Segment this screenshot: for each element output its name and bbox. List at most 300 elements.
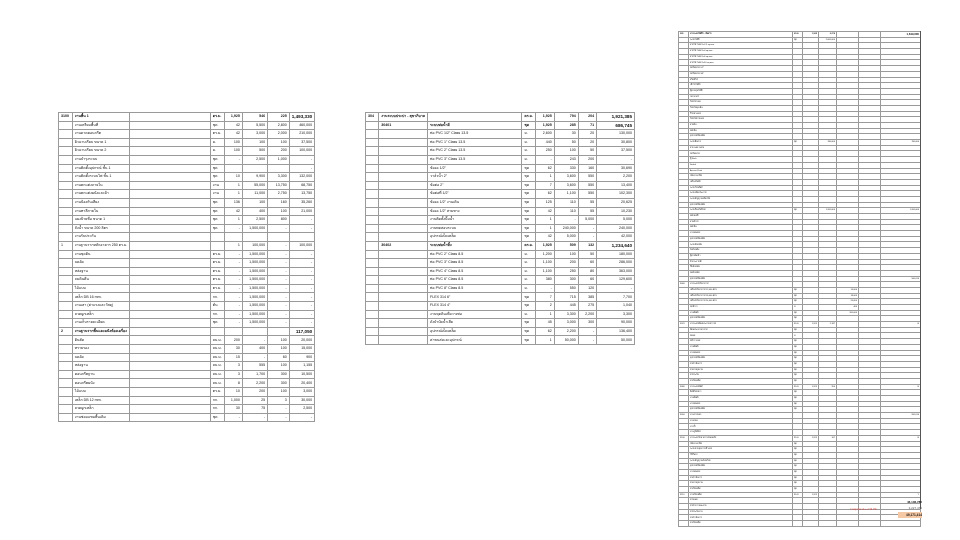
sheet3-cell[interactable]: 1,649,600 — [881, 32, 921, 38]
sheet3-cell[interactable]: ท่อร้อยสาย — [689, 151, 793, 157]
sheet2-cell[interactable]: 1,925 — [536, 121, 554, 130]
sheet2-cell[interactable] — [366, 319, 379, 328]
sheet1-cell[interactable]: 1,500,000 — [242, 293, 267, 302]
sheet3-cell[interactable]: ชุด — [793, 299, 803, 305]
sheet1-cell[interactable]: - — [268, 259, 290, 268]
sheet3-cell[interactable]: ตู้สายฉีดน้ำ — [689, 253, 793, 259]
sheet1-cell[interactable] — [130, 181, 210, 190]
sheet2-cell[interactable]: ม. — [522, 147, 536, 156]
sheet1-cell[interactable] — [130, 284, 210, 293]
sheet1-cell[interactable]: ลบ.ม. — [210, 362, 224, 371]
sheet1-cell[interactable]: 1,493,330 — [289, 113, 314, 122]
sheet2-cell[interactable]: 7,700 — [597, 293, 635, 302]
sheet3-cell[interactable]: ชุด — [793, 452, 803, 458]
sheet1-cell[interactable] — [130, 138, 210, 147]
sheet1-cell[interactable] — [268, 233, 290, 242]
sheet1-cell[interactable] — [59, 267, 73, 276]
sheet3-cell[interactable]: งานระบบปรับอากาศ — [689, 282, 793, 288]
sheet3-cell[interactable]: ชุด — [793, 373, 803, 379]
sheet1-cell[interactable]: 2 — [59, 327, 73, 336]
sheet1-cell[interactable]: งาน — [210, 190, 224, 199]
sheet2-cell[interactable] — [366, 302, 379, 311]
sheet2-cell[interactable]: งานขุดดินเพื่อวางท่อ — [428, 310, 522, 319]
sheet2-cell[interactable] — [379, 250, 428, 259]
sheet1-cell[interactable]: ไม้แบบ — [72, 388, 130, 397]
sheet2-cell[interactable]: ชุด — [522, 224, 536, 233]
sheet1-cell[interactable]: กก. — [210, 405, 224, 414]
sheet3-cell[interactable]: สายดิน — [689, 123, 793, 129]
sheet3-cell[interactable]: ค่าขนส่ง — [689, 498, 793, 504]
sheet1-cell[interactable]: 160 — [268, 198, 290, 207]
sheet3-cell[interactable]: กล้องวงจรปิด — [689, 174, 793, 180]
sheet1-cell[interactable] — [59, 138, 73, 147]
sheet1-cell[interactable]: 500 — [242, 147, 267, 156]
sheet2-cell[interactable]: ชุด — [522, 327, 536, 336]
sheet1-cell[interactable]: ตร.ม. — [210, 388, 224, 397]
sheet1-cell[interactable]: 1 — [224, 190, 242, 199]
sheet3-cell[interactable]: ตร.ม. — [793, 322, 803, 328]
sheet3-cell[interactable]: 305 — [679, 32, 689, 38]
sheet1-cell[interactable]: งานติดตั้งระบบไฟ ชั้น 1 — [72, 173, 130, 182]
sheet2-cell[interactable]: 42 — [536, 233, 554, 242]
sheet3-cell[interactable]: งานถนน — [689, 418, 793, 424]
sheet1-cell[interactable]: 5,500 — [242, 121, 267, 130]
sheet3-cell[interactable]: เบรกเกอร์ — [689, 94, 793, 100]
sheet1-cell[interactable]: - — [224, 302, 242, 311]
sheet1-cell[interactable]: ต้น — [210, 302, 224, 311]
sheet3-cell[interactable]: ค่าควบคุมงาน — [689, 481, 793, 487]
sheet1-cell[interactable]: 210,000 — [289, 130, 314, 139]
sheet1-cell[interactable]: 13,750 — [268, 181, 290, 190]
sheet1-cell[interactable]: - — [224, 155, 242, 164]
sheet2-cell[interactable] — [366, 310, 379, 319]
sheet1-cell[interactable] — [224, 327, 242, 336]
sheet1-cell[interactable]: ลบ.ม. — [210, 353, 224, 362]
sheet3-cell[interactable] — [819, 521, 837, 527]
sheet3-cell[interactable]: ชุด — [793, 401, 803, 407]
sheet1-cell[interactable]: 9,900 — [242, 173, 267, 182]
sheet2-cell[interactable]: 250 — [554, 267, 578, 276]
sheet3-cell[interactable]: 400 — [837, 305, 859, 311]
sheet3-cell[interactable]: อุปกรณ์เบ็ดเตล็ด — [689, 407, 793, 413]
sheet1-cell[interactable] — [59, 319, 73, 328]
sheet1-cell[interactable]: งานบำรุงระบบ — [72, 155, 130, 164]
sheet2-cell[interactable]: ม. — [522, 310, 536, 319]
sheet2-cell[interactable] — [366, 241, 379, 250]
sheet3-cell[interactable]: ชุด — [793, 367, 803, 373]
sheet3-cell[interactable]: เครื่องปรับอากาศ 24,000 BTU — [689, 299, 793, 305]
sheet2-cell[interactable] — [366, 121, 379, 130]
sheet3-cell[interactable]: 2,279 — [819, 32, 837, 38]
sheet1-cell[interactable]: ถมดินคืน — [72, 276, 130, 285]
sheet2-cell[interactable]: 80 — [578, 267, 596, 276]
sheet3-cell[interactable]: Y — [881, 492, 921, 498]
sheet1-cell[interactable]: ชุด — [210, 319, 224, 328]
sheet3-cell[interactable]: 18,000 — [837, 293, 859, 299]
sheet3-cell[interactable]: หลักดิน — [689, 128, 793, 134]
sheet2-cell[interactable]: 37,500 — [597, 147, 635, 156]
sheet3-cell[interactable]: ชุด — [793, 37, 803, 43]
sheet2-cell[interactable]: 10,230 — [597, 207, 635, 216]
sheet3-cell[interactable]: ชุด — [793, 310, 803, 316]
sheet1-cell[interactable] — [130, 147, 210, 156]
sheet1-cell[interactable] — [130, 388, 210, 397]
sheet2-cell[interactable]: 110 — [554, 198, 578, 207]
sheet1-cell[interactable]: ลบ.ม. — [210, 370, 224, 379]
sheet2-cell[interactable]: - — [536, 155, 554, 164]
sheet1-cell[interactable]: 800 — [268, 216, 290, 225]
sheet1-cell[interactable]: แผงป้ายชื่อ ขนาด 1 — [72, 216, 130, 225]
sheet1-cell[interactable] — [130, 259, 210, 268]
sheet2-cell[interactable]: ท่อ PVC 1" Class 13.5 — [428, 138, 522, 147]
sheet2-cell[interactable]: 50 — [554, 138, 578, 147]
sheet3-cell[interactable]: ค่าเบ็ดเตล็ด — [689, 378, 793, 384]
sheet1-cell[interactable]: 1,700 — [242, 370, 267, 379]
sheet2-cell[interactable]: 71 — [578, 121, 596, 130]
sheet2-cell[interactable] — [366, 216, 379, 225]
sheet2-cell[interactable]: 440 — [536, 138, 554, 147]
sheet3-cell[interactable]: 3070 — [679, 322, 689, 328]
sheet1-cell[interactable]: 1,500,000 — [242, 250, 267, 259]
sheet3-cell[interactable]: 24,000 — [837, 299, 859, 305]
sheet1-cell[interactable]: 100 — [268, 207, 290, 216]
sheet1-cell[interactable] — [59, 233, 73, 242]
sheet1-cell[interactable] — [130, 121, 210, 130]
sheet2-cell[interactable] — [379, 310, 428, 319]
sheet2-cell[interactable]: 1,100 — [554, 190, 578, 199]
sheet1-cell[interactable]: - — [242, 413, 267, 422]
sheet3-cell[interactable]: 1,925 — [803, 492, 819, 498]
sheet1-cell[interactable] — [130, 198, 210, 207]
sheet2-cell[interactable]: ข้อต่อ 2" — [428, 181, 522, 190]
sheet1-cell[interactable]: 400 — [242, 207, 267, 216]
sheet2-cell[interactable] — [379, 138, 428, 147]
sheet1-cell[interactable]: ลวดผูกเหล็ก — [72, 310, 130, 319]
sheet2-cell[interactable]: 509 — [554, 241, 578, 250]
sheet1-cell[interactable]: 11,000 — [242, 190, 267, 199]
sheet1-cell[interactable]: ตร.ม. — [210, 267, 224, 276]
sheet1-cell[interactable] — [130, 267, 210, 276]
sheet3-cell[interactable]: ตู้ Rack — [689, 157, 793, 163]
sheet1-cell[interactable]: - — [289, 259, 314, 268]
sheet1-cell[interactable] — [59, 379, 73, 388]
sheet1-cell[interactable]: 1 — [224, 181, 242, 190]
sheet2-cell[interactable]: 385 — [578, 293, 596, 302]
sheet1-cell[interactable]: 37,500 — [289, 138, 314, 147]
sheet2-cell[interactable] — [379, 267, 428, 276]
sheet1-cell[interactable]: 100,000 — [242, 241, 267, 250]
sheet2-cell[interactable] — [379, 302, 428, 311]
sheet2-cell[interactable]: 5,000 — [597, 216, 635, 225]
sheet1-cell[interactable]: คอนกรีตผนัง — [72, 379, 130, 388]
sheet2-cell[interactable]: ม. — [522, 259, 536, 268]
sheet2-cell[interactable]: ชุด — [522, 207, 536, 216]
sheet2-cell[interactable]: - — [578, 336, 596, 345]
sheet2-cell[interactable]: 2 — [536, 302, 554, 311]
sheet2-cell[interactable]: 160 — [578, 164, 596, 173]
sheet3-cell[interactable]: ค่าทำความสะอาด — [689, 504, 793, 510]
sheet1-cell[interactable] — [130, 345, 210, 354]
sheet1-cell[interactable]: 2,750 — [268, 190, 290, 199]
sheet1-cell[interactable]: 68,750 — [289, 181, 314, 190]
sheet2-cell[interactable]: 550 — [578, 181, 596, 190]
sheet2-cell[interactable]: 50,000 — [597, 336, 635, 345]
sheet2-cell[interactable] — [379, 293, 428, 302]
sheet1-cell[interactable]: 100,000 — [289, 241, 314, 250]
sheet2-cell[interactable] — [379, 319, 428, 328]
sheet3-cell[interactable]: งานติดตั้ง — [689, 344, 793, 350]
sheet1-cell[interactable] — [242, 327, 267, 336]
sheet1-cell[interactable] — [130, 327, 210, 336]
sheet3-cell[interactable]: 1,925 — [803, 384, 819, 390]
sheet2-cell[interactable] — [366, 267, 379, 276]
sheet3-cell[interactable]: อุปกรณ์เบ็ดเตล็ด — [689, 464, 793, 470]
sheet1-cell[interactable]: 25 — [242, 396, 267, 405]
sheet1-cell[interactable] — [210, 241, 224, 250]
sheet2-cell[interactable] — [366, 250, 379, 259]
sheet1-cell[interactable] — [130, 336, 210, 345]
sheet2-cell[interactable]: ชุด — [522, 121, 536, 130]
sheet2-cell[interactable]: 550 — [554, 284, 578, 293]
sheet1-cell[interactable]: 100 — [268, 138, 290, 147]
sheet2-cell[interactable] — [379, 216, 428, 225]
sheet2-cell[interactable]: 380 — [536, 276, 554, 285]
sheet1-cell[interactable] — [59, 405, 73, 414]
sheet1-cell[interactable]: - — [224, 224, 242, 233]
sheet2-cell[interactable]: 13,400 — [597, 181, 635, 190]
sheet3-cell[interactable]: ชุด — [793, 356, 803, 362]
sheet2-cell[interactable]: 130,000 — [597, 130, 635, 139]
sheet1-cell[interactable] — [59, 259, 73, 268]
sheet2-cell[interactable] — [379, 190, 428, 199]
sheet2-cell[interactable]: 275 — [578, 302, 596, 311]
sheet3-cell[interactable] — [679, 521, 689, 527]
sheet2-cell[interactable]: 1,040 — [597, 302, 635, 311]
sheet2-cell[interactable]: 286,000 — [597, 259, 635, 268]
sheet2-cell[interactable]: - — [578, 233, 596, 242]
sheet1-cell[interactable]: 15 — [224, 353, 242, 362]
sheet1-cell[interactable]: บดอัด — [72, 353, 130, 362]
sheet2-cell[interactable]: 90,000 — [597, 319, 635, 328]
sheet3-cell[interactable]: ค่าประกันงาน — [689, 509, 793, 515]
sheet1-cell[interactable]: - — [268, 310, 290, 319]
sheet3-cell[interactable]: สายไฟ THW 1x4 sq.mm. — [689, 49, 793, 55]
sheet2-cell[interactable]: 550 — [578, 190, 596, 199]
sheet3-cell[interactable]: ไม้กั้นรถ — [689, 452, 793, 458]
sheet3-cell[interactable]: ตร.ม. — [793, 384, 803, 390]
sheet2-cell[interactable]: 7 — [536, 181, 554, 190]
sheet1-cell[interactable]: 1,500,000 — [242, 224, 267, 233]
sheet2-cell[interactable] — [366, 138, 379, 147]
sheet2-cell[interactable]: 110 — [554, 207, 578, 216]
sheet1-cell[interactable] — [59, 216, 73, 225]
sheet1-cell[interactable]: - — [268, 276, 290, 285]
sheet3-cell[interactable]: 3100 — [679, 435, 689, 441]
sheet1-cell[interactable]: - — [268, 241, 290, 250]
sheet2-cell[interactable]: 1,921,385 — [597, 113, 635, 122]
sheet1-cell[interactable] — [59, 173, 73, 182]
sheet1-cell[interactable]: งานซ่อมแซมพื้นเดิม — [72, 413, 130, 422]
sheet1-cell[interactable]: 15,000 — [289, 345, 314, 354]
sheet2-cell[interactable]: 50 — [578, 250, 596, 259]
sheet2-cell[interactable]: 300 — [554, 276, 578, 285]
sheet2-cell[interactable]: 100 — [554, 147, 578, 156]
sheet1-cell[interactable]: ดินตัด — [72, 336, 130, 345]
sheet1-cell[interactable]: 20,000 — [289, 336, 314, 345]
sheet2-cell[interactable]: 240,000 — [597, 224, 635, 233]
sheet2-cell[interactable]: 1,925 — [536, 113, 554, 122]
sheet2-cell[interactable]: ม. — [522, 155, 536, 164]
sheet3-cell[interactable]: 2,187 — [819, 322, 837, 328]
sheet3-cell[interactable]: สาย LAN CAT6 — [689, 145, 793, 151]
sheet2-cell[interactable]: 1,100 — [536, 267, 554, 276]
sheet1-cell[interactable] — [59, 130, 73, 139]
sheet2-cell[interactable]: 62 — [536, 190, 554, 199]
sheet2-cell[interactable]: 1,200 — [536, 250, 554, 259]
sheet1-cell[interactable] — [289, 233, 314, 242]
sheet3-cell[interactable]: ระบบสื่อสาร — [689, 140, 793, 146]
sheet1-cell[interactable]: ชุด — [210, 198, 224, 207]
sheet1-cell[interactable]: หล่อฐาน — [72, 267, 130, 276]
sheet3-cell[interactable]: เครื่องปรับอากาศ 18,000 BTU — [689, 293, 793, 299]
sheet1-cell[interactable] — [130, 250, 210, 259]
sheet1-cell[interactable]: บดอัด — [72, 259, 130, 268]
sheet2-cell[interactable]: ระบบท่อน้ำทิ้ง — [428, 241, 522, 250]
sheet3-cell[interactable]: 14,000 — [837, 287, 859, 293]
sheet1-cell[interactable]: หล่อฐาน — [72, 362, 130, 371]
sheet1-cell[interactable]: 1,000 — [268, 155, 290, 164]
sheet2-cell[interactable]: 1 — [536, 310, 554, 319]
sheet3-cell[interactable]: พัดลมระบายอากาศ — [689, 327, 793, 333]
sheet1-cell[interactable]: ชุด — [210, 216, 224, 225]
sheet1-cell[interactable]: 200 — [242, 388, 267, 397]
sheet1-cell[interactable]: 3100 — [59, 113, 73, 122]
sheet1-cell[interactable]: - — [268, 302, 290, 311]
sheet3-cell[interactable]: ชุด — [793, 287, 803, 293]
sheet3-cell[interactable]: งานทดสอบ — [689, 231, 793, 237]
sheet3-cell[interactable]: ชุด — [793, 327, 803, 333]
sheet3-cell[interactable]: ถังดับเพลิง — [689, 248, 793, 254]
sheet1-cell[interactable] — [130, 190, 210, 199]
sheet3-cell[interactable]: สายไฟ THW 1x10 sq.mm. — [689, 60, 793, 66]
sheet2-cell[interactable]: 715 — [554, 293, 578, 302]
sheet3-cell[interactable]: อุปกรณ์เบ็ดเตล็ด — [689, 134, 793, 140]
sheet2-cell[interactable] — [379, 327, 428, 336]
sheet1-cell[interactable]: งานเตรียมพื้นที่ — [72, 121, 130, 130]
sheet2-cell[interactable]: 136,400 — [597, 327, 635, 336]
sheet2-cell[interactable]: ชุด — [522, 216, 536, 225]
sheet1-cell[interactable] — [59, 293, 73, 302]
sheet1-cell[interactable]: งานเสา (ค่าแรงและวัสดุ) — [72, 302, 130, 311]
sheet1-cell[interactable]: ผิวฉาบเรียบ ขนาด 1 — [72, 138, 130, 147]
sheet1-cell[interactable]: 1 — [224, 216, 242, 225]
sheet3-cell[interactable]: 780,000 — [881, 140, 921, 146]
sheet2-cell[interactable]: ชุด — [522, 181, 536, 190]
sheet3-cell[interactable]: 780,000 — [819, 140, 837, 146]
sheet1-cell[interactable]: 2,800 — [268, 121, 290, 130]
sheet1-cell[interactable] — [130, 310, 210, 319]
sheet3-cell[interactable]: สายไฟ THW 1x6 sq.mm. — [689, 54, 793, 60]
sheet1-cell[interactable]: 100,000 — [289, 147, 314, 156]
sheet3-cell[interactable]: B — [881, 384, 921, 390]
sheet2-cell[interactable]: - — [597, 155, 635, 164]
sheet1-cell[interactable] — [130, 233, 210, 242]
sheet3-cell[interactable]: ท่อร้อยสาย 1/2" — [689, 66, 793, 72]
sheet1-cell[interactable]: ม. — [210, 138, 224, 147]
sheet3-cell[interactable]: งานระบบพัดลมระบายอากาศ — [689, 322, 793, 328]
sheet2-cell[interactable] — [379, 276, 428, 285]
sheet1-cell[interactable]: 10 — [224, 388, 242, 397]
sheet3-cell[interactable]: ค่าดำเนินการ — [689, 361, 793, 367]
sheet1-cell[interactable]: 2,500 — [289, 405, 314, 414]
sheet1-cell[interactable]: - — [242, 353, 267, 362]
sheet1-cell[interactable]: ตร.ม. — [210, 113, 224, 122]
sheet2-cell[interactable]: 60 — [578, 276, 596, 285]
sheet1-cell[interactable]: งานเก็บรายละเอียด — [72, 319, 130, 328]
sheet3-cell[interactable]: ชุด — [793, 344, 803, 350]
sheet2-cell[interactable]: 20,625 — [597, 198, 635, 207]
sheet1-cell[interactable] — [59, 353, 73, 362]
sheet1-cell[interactable]: งานรับประกัน — [72, 233, 130, 242]
sheet3-cell[interactable]: ชุด — [793, 464, 803, 470]
sheet2-cell[interactable]: 2,200 — [597, 173, 635, 182]
sheet1-cell[interactable] — [130, 241, 210, 250]
sheet2-cell[interactable]: FLEX 314 4" — [428, 302, 522, 311]
sheet2-cell[interactable]: ท่อ PVC 6" Class 8.5 — [428, 276, 522, 285]
sheet1-cell[interactable]: ไม้แบบ — [72, 284, 130, 293]
sheet1-cell[interactable] — [130, 319, 210, 328]
sheet1-cell[interactable]: 13,750 — [289, 190, 314, 199]
sheet1-cell[interactable]: 200 — [268, 147, 290, 156]
sheet3-cell[interactable]: 1,925 — [803, 32, 819, 38]
sheet2-cell[interactable] — [379, 181, 428, 190]
sheet1-cell[interactable] — [59, 147, 73, 156]
sheet3-cell[interactable]: ระบบไฟฟ้า — [689, 37, 793, 43]
sheet2-cell[interactable]: ท่อ PVC 2" Class 13.5 — [428, 147, 522, 156]
sheet3-cell[interactable]: ป้ายทางออก — [689, 111, 793, 117]
sheet1-cell[interactable]: 100 — [268, 336, 290, 345]
sheet2-cell[interactable]: 330 — [554, 164, 578, 173]
sheet1-cell[interactable]: 100 — [268, 345, 290, 354]
sheet1-cell[interactable]: 60 — [268, 353, 290, 362]
sheet2-cell[interactable] — [366, 327, 379, 336]
sheet3-cell[interactable]: ตร.ม. — [793, 435, 803, 441]
sheet2-cell[interactable] — [366, 198, 379, 207]
sheet1-cell[interactable]: - — [224, 293, 242, 302]
sheet3-cell[interactable]: สวิตช์ไฟ — [689, 77, 793, 83]
sheet3-cell[interactable]: ชุด — [793, 447, 803, 453]
sheet2-cell[interactable]: 1 — [536, 336, 554, 345]
sheet2-cell[interactable] — [379, 284, 428, 293]
sheet1-cell[interactable]: - — [224, 250, 242, 259]
sheet2-cell[interactable]: ม. — [522, 250, 536, 259]
sheet3-cell[interactable]: ชุด — [793, 361, 803, 367]
sheet3-cell[interactable]: ม. — [793, 333, 803, 339]
sheet1-cell[interactable]: - — [224, 259, 242, 268]
sheet1-cell[interactable] — [59, 207, 73, 216]
sheet1-cell[interactable]: 1 — [59, 241, 73, 250]
sheet1-cell[interactable]: งานตกแต่งภายใน — [72, 181, 130, 190]
sheet1-cell[interactable] — [268, 327, 290, 336]
sheet3-cell[interactable]: สายตัวนำ — [689, 219, 793, 225]
sheet1-cell[interactable]: - — [289, 250, 314, 259]
sheet1-cell[interactable]: 100 — [268, 362, 290, 371]
sheet2-cell[interactable]: 120 — [578, 284, 596, 293]
sheet3-cell[interactable]: งานภายนอก — [689, 413, 793, 419]
sheet1-cell[interactable]: เหล็ก DB 16 mm. — [72, 293, 130, 302]
sheet2-cell[interactable]: 100 — [554, 250, 578, 259]
sheet1-cell[interactable]: 35,260 — [289, 198, 314, 207]
